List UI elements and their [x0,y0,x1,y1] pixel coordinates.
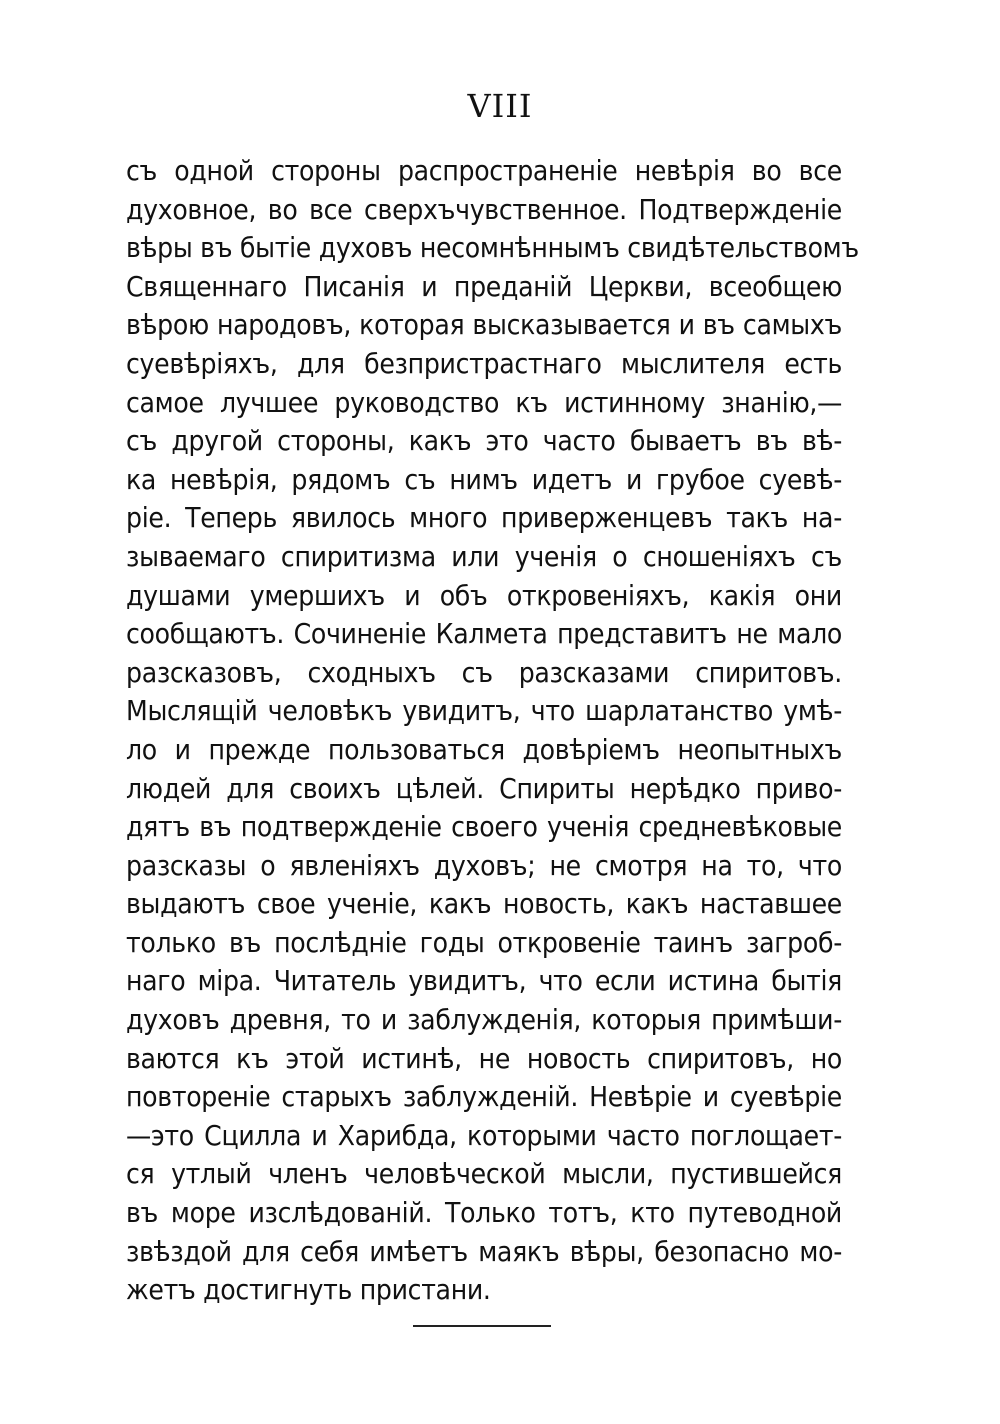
text-line: душами умершихъ и объ откровеніяхъ, какія они [126,578,842,612]
text-line: духовъ древня, то и заблужденія, которыя примѣши- [126,1003,842,1037]
page-number: VIII [467,87,533,125]
text-line: съ одной стороны распространеніе невѣрія во все [126,154,842,187]
text-line: людей для своихъ цѣлей. Спириты нерѣдко приво- [126,771,842,805]
text-line-last: жетъ достигнуть пристани. [126,1273,491,1307]
text-line: сообщаютъ. Сочиненіе Калмета представитъ не мало [126,617,842,651]
end-rule [413,1325,551,1327]
text-line: ся утлый членъ человѣческой мысли, пустившейся [126,1157,842,1191]
text-line: зываемаго спиритизма или ученія о сношеніяхъ съ [126,539,842,573]
text-line: дятъ въ подтвержденіе своего ученія средневѣковые [126,810,842,844]
text-line: разсказы о явленіяхъ духовъ; не смотря на то, что [126,848,842,882]
text-line: въ море изслѣдованій. Только тотъ, кто путеводной [126,1196,842,1230]
text-line: Мыслящій человѣкъ увидитъ, что шарлатанство умѣ- [126,694,842,728]
text-line: повтореніе старыхъ заблужденій. Невѣріе и суевѣріе [126,1080,842,1114]
text-line: —это Сцилла и Харибда, которыми часто поглощает- [126,1118,842,1152]
text-line: только въ послѣдніе годы откровеніе таинъ загроб- [126,925,842,959]
text-line: вѣрою народовъ, которая высказывается и въ самыхъ [126,308,842,342]
text-line: выдаютъ свое ученіе, какъ новость, какъ наставшее [126,887,842,921]
text-line: ка невѣрія, рядомъ съ нимъ идетъ и грубое суевѣ- [126,462,842,496]
text-line: вѣры въ бытіе духовъ несомнѣннымъ свидѣтельствомъ [126,231,859,265]
body-text [126,152,859,1310]
text-line: самое лучшее руководство къ истинному знанію,— [126,385,842,419]
text-line: ваются къ этой истинѣ, не новость спиритовъ, но [126,1041,842,1075]
text-line: звѣздой для себя имѣетъ маякъ вѣры, безопасно мо- [126,1234,842,1268]
text-line: ріе. Теперь явилось много приверженцевъ такъ на- [126,501,842,535]
text-line: ло и прежде пользоваться довѣріемъ неопытныхъ [126,732,842,766]
text-line: духовное, во все сверхъчувственное. Подтвержденіе [126,192,842,226]
text-line: разсказовъ, сходныхъ съ разсказами спиритовъ. [126,655,842,689]
text-line: съ другой стороны, какъ это часто бываетъ въ вѣ- [126,424,842,458]
text-line: суевѣріяхъ, для безпристрастнаго мыслителя есть [126,346,842,380]
text-line: Священнаго Писанія и преданій Церкви, всеобщею [126,269,842,303]
text-line: наго міра. Читатель увидитъ, что если истина бытія [126,964,842,998]
